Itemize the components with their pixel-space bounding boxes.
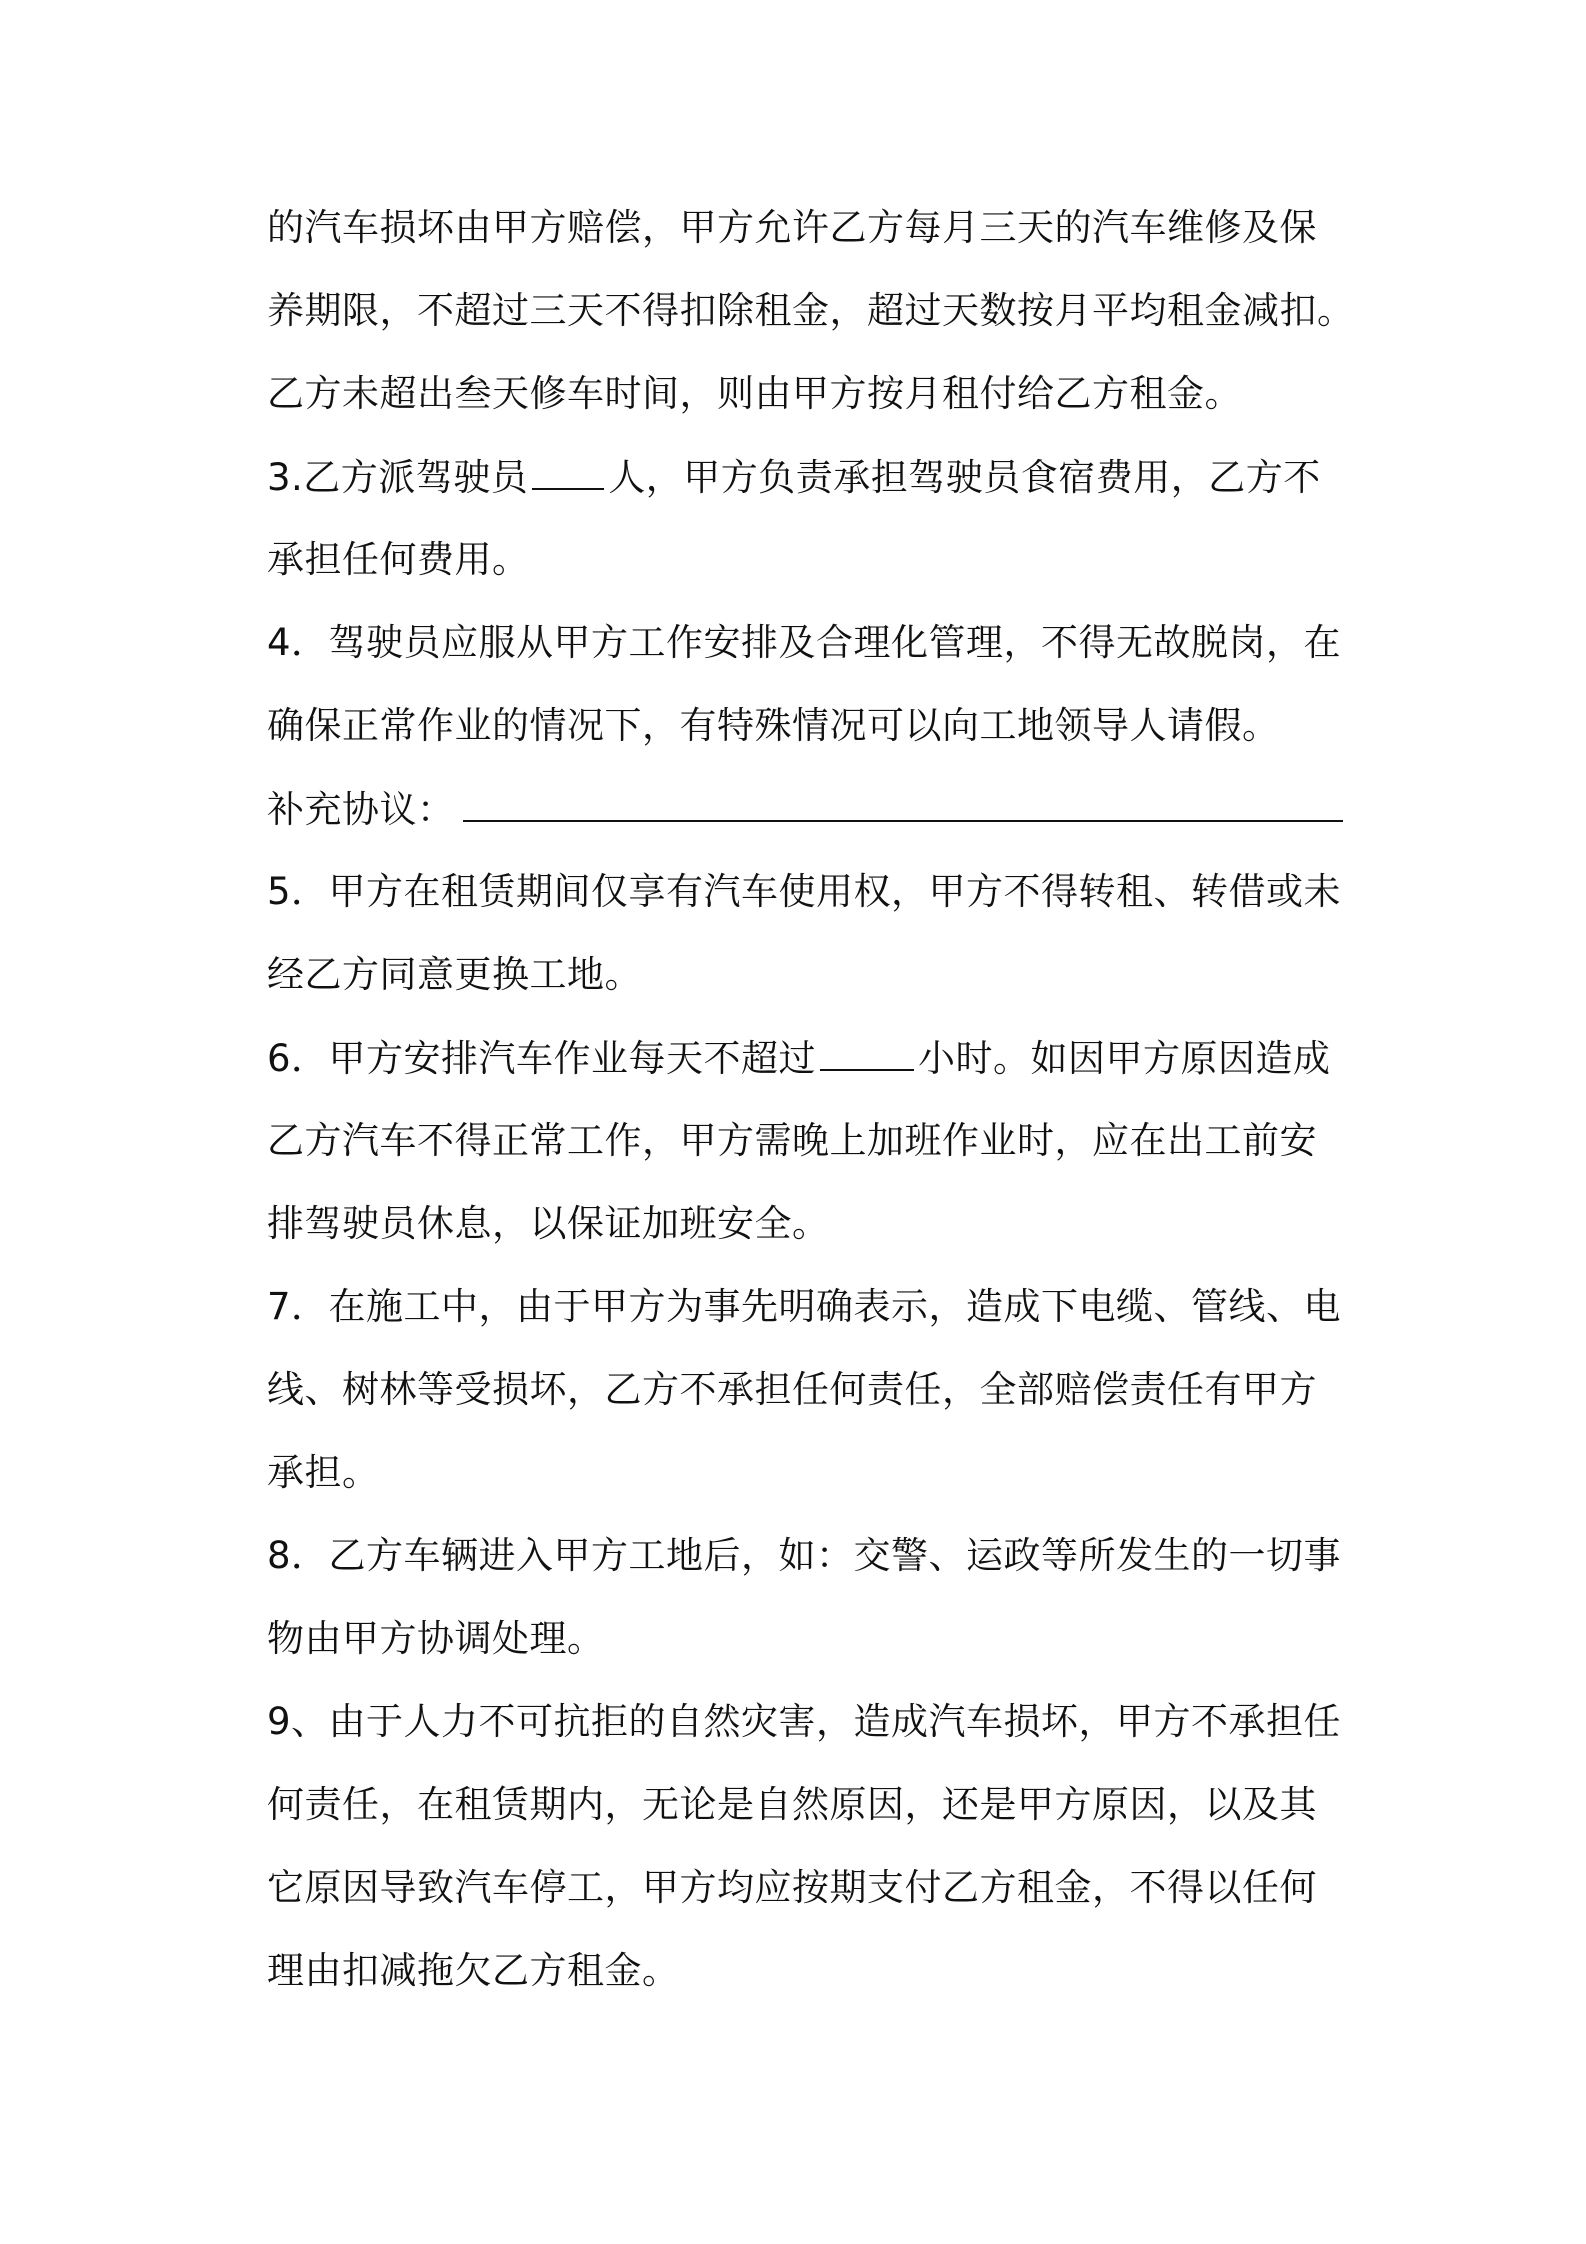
supplement-label: 补充协议：	[267, 788, 455, 831]
text-line: 承担。	[267, 1451, 380, 1494]
text-line: 9、由于人力不可抗拒的自然灾害，造成汽车损坏，甲方不承担任	[267, 1700, 1342, 1743]
text-segment: 人，甲方负责承担驾驶员食宿费用，乙方不	[608, 456, 1321, 499]
supplement-line	[267, 786, 1343, 833]
text-line: 何责任，在租赁期内，无论是自然原因，还是甲方原因，以及其	[267, 1783, 1317, 1826]
blank-line-supplement	[463, 786, 1343, 822]
text-line: 确保正常作业的情况下，有特殊情况可以向工地领导人请假。	[267, 704, 1280, 747]
text-line: 排驾驶员休息，以保证加班安全。	[267, 1202, 830, 1245]
text-segment: 3.乙方派驾驶员	[267, 456, 529, 499]
text-line: 7．在施工中，由于甲方为事先明确表示，造成下电缆、管线、电	[267, 1285, 1342, 1328]
text-line: 乙方汽车不得正常工作，甲方需晚上加班作业时，应在出工前安	[267, 1119, 1317, 1162]
blank-line-hours	[820, 1035, 914, 1071]
text-line: 5．甲方在租赁期间仅享有汽车使用权，甲方不得转租、转借或未	[267, 870, 1342, 913]
text-line: 物由甲方协调处理。	[267, 1617, 605, 1660]
text-segment: 6．甲方安排汽车作业每天不超过	[267, 1037, 817, 1080]
text-line: 的汽车损坏由甲方赔偿，甲方允许乙方每月三天的汽车维修及保	[267, 206, 1317, 249]
text-line: 它原因导致汽车停工，甲方均应按期支付乙方租金，不得以任何	[267, 1866, 1317, 1909]
text-line: 线、树林等受损坏，乙方不承担任何责任，全部赔偿责任有甲方	[267, 1368, 1317, 1411]
clause-6-line	[267, 1035, 1331, 1082]
text-line: 8．乙方车辆进入甲方工地后，如：交警、运政等所发生的一切事	[267, 1534, 1342, 1577]
text-line: 理由扣减拖欠乙方租金。	[267, 1949, 680, 1992]
text-line: 4．驾驶员应服从甲方工作安排及合理化管理，不得无故脱岗，在	[267, 621, 1342, 664]
blank-line-driver-count	[532, 454, 604, 490]
text-line: 乙方未超出叁天修车时间，则由甲方按月租付给乙方租金。	[267, 372, 1242, 415]
text-segment: 小时。如因甲方原因造成	[918, 1037, 1331, 1080]
text-line: 经乙方同意更换工地。	[267, 953, 642, 996]
clause-3-line	[267, 454, 1321, 501]
text-line: 养期限，不超过三天不得扣除租金，超过天数按月平均租金减扣。	[267, 289, 1355, 332]
text-line: 承担任何费用。	[267, 538, 530, 581]
